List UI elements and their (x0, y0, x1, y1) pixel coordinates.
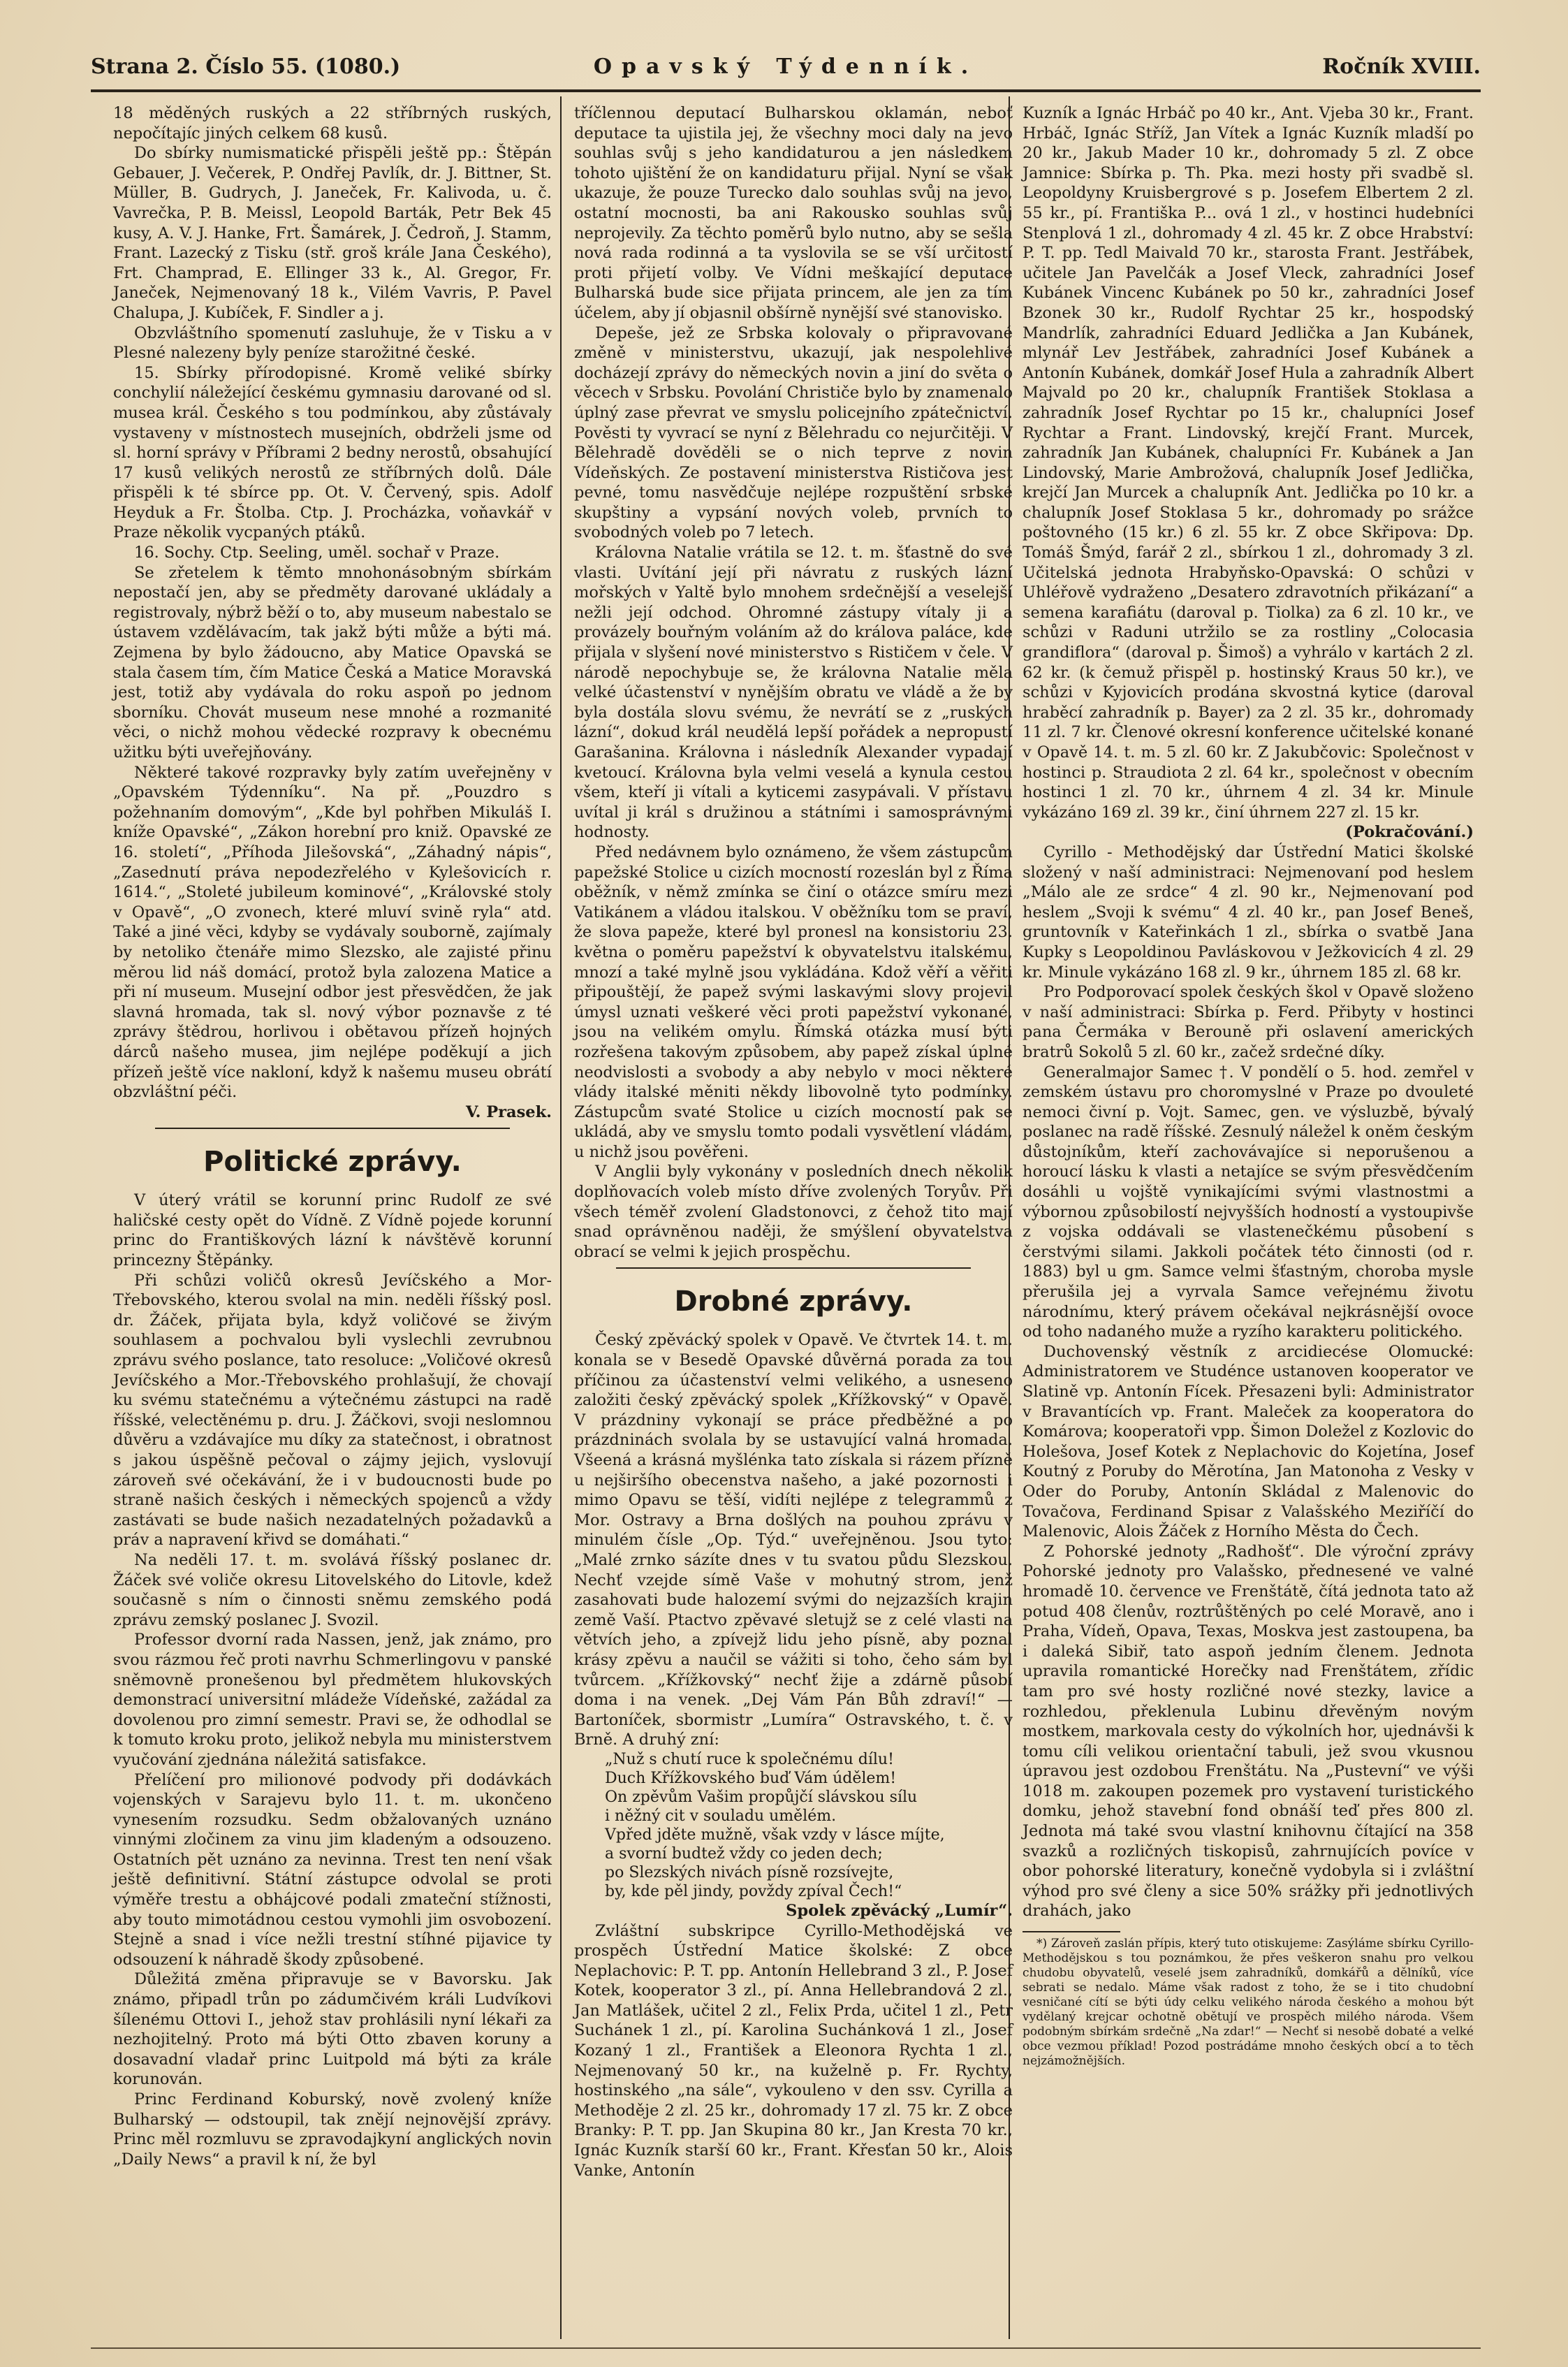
article-paragraph: V úterý vrátil se korunní princ Rudolf ze své haličské cesty opět do Vídně. Z Vídně pojede korunní princ do Františkových lázní k návštěvě korunní princezny Štěpánky. (113, 1191, 552, 1270)
article-paragraph: Se zřetelem k těmto mnohonásobným sbírkám nepostačí jen, aby se předměty darované ukládaly a registrovaly, nýbrž běží o to, aby museum nabestalo se ústavem vzdělávacím, tak jakž býti může a býti má. Zejmena by bylo žádoucno, aby Matice Opavská se stala časem tím, čím Matice Česká a Matice Moravská jest, totiž aby vydávala do roku aspoň po jednom sborníku. Chovát museum nese mnohé a rozmanité věci, o nichž mohou vědecké rozpravy k obecnému užitku býti uveřejňovány. (113, 563, 552, 762)
article-paragraph: 16. Sochy. Ctp. Seeling, uměl. sochař v Praze. (134, 544, 500, 562)
article-paragraph: Cyrillo - Methodějský dar Ústřední Matici školské složený v naší administraci: Nejmenovaní pod heslem „Málo ale ze srdce“ 4 zl. 90 kr., Nejmenovaní pod heslem „Svoji k svému“ 4 zl. 40 kr., pan Josef Beneš, gruntovník v Kateřinkách 1 zl., sbírka o svatbě Jana Kupky s Leopoldinou Pavláskovou v Ježkovicích 4 zl. 29 kr. Minule vykázáno 168 zl. 9 kr., úhrnem 185 zl. 68 kr. (1023, 843, 1474, 982)
article-paragraph: Důležitá změna připravuje se v Bavorsku. Jak známo, připadl trůn po zádumčivém králi Ludvíkovi šílenému Ottovi I., jehož stav prohlásili nyní lékaři za nezhojitelný. Proto má býti Otto zbaven koruny a dosavadní vladař princ Luitpold má býti za krále korunován. (113, 1970, 552, 2089)
article-paragraph: Kuzník a Ignác Hrbáč po 40 kr., Ant. Vjeba 30 kr., Frant. Hrbáč, Ignác Stříž, Jan Vítek a Ignác Kuzník mladší po 20 kr., Jakub Mader 10 kr., dohromady 5 zl. Z obce Jamnice: Sbírka p. Th. Pka. mezi hosty při svadbě sl. Leopoldyny Kruisbergrové s p. Josefem Elbertem 2 zl. 55 kr., pí. Františka P... ová 1 zl., v hostinci hudebníci Stenplová 1 zl., dohromady 4 zl. 45 kr. Z obce Hrabství: P. T. pp. Tedl Maivald 70 kr., starosta Frant. Jestřábek, učitele Jan Pavelčák a Josef Vleck, zahradníci Josef Kubánek Vincenc Kubánek po 50 kr., zahradníci Josef Bzonek 30 kr., Rudolf Rychtar 25 kr., hospodský Mandrlík, zahradníci Eduard Jedlička a Jan Kubánek, mlynář Lev Jestřábek, zahradníci Josef Kubánek a Antonín Kubánek, domkář Josef Hula a zahradník Albert Majvald po 20 kr., chalupník František Stoklasa a zahradník Josef Rychtar po 15 kr., chalupníci Josef Rychtar a Frant. Lindovský, krejčí Frant. Murcek, zahradník Jan Kubánek, chalupníci Fr. Kubánek a Jan Lindovský, Marie Ambrožová, chalupník Josef Jedlička, krejčí Jan Murcek a chalupník Ant. Jedlička po 10 kr. a chalupník Josef Stoklasa 5 kr., dohromady po srážce poštovného (15 kr.) 6 zl. 55 kr. Z obce Skřipova: Dp. Tomáš Šmýd, farář 2 zl., sbírkou 1 zl., dohromady 3 zl. Učitelská jednota Hrabyňsko-Opavská: O schůzi v Uhléřově vydraženo „Desatero zdravotních přikázaní“ a semena karafiátu (daroval p. Tiolka) za 6 zl. 10 kr., ve schůzi v Raduni utržilo se za rostliny „Colocasia grandiflora“ (daroval p. Šimoš) a vyhrálo v kartách 2 zl. 62 kr. (k čemuž přispěl p. hostinský Kraus 50 kr.), ve schůzi v Kyjovicích prodána skvostná kytice (daroval hraběcí zahradník p. Bayer) za 2 zl. 35 kr., dohromady 11 zl. 7 kr. Členové okresní konference učitelské konané v Opavě 14. t. m. 5 zl. 60 kr. Z Jakubčovic: Společnost v hostinci p. Straudiota 2 zl. 64 kr., společnost v obecním hostinci 1 zl. 70 kr., úhrnem 4 zl. 34 kr. Minule vykázáno 169 zl. 39 kr., činí úhrnem 227 zl. 15 kr. (1023, 104, 1474, 822)
poem-signature: Spolek zpěvácký „Lumír“. (786, 1901, 1013, 1920)
article-paragraph: Professor dvorní rada Nassen, jenž, jak známo, pro svou rázmou řeč proti navrhu Schmerlingovu v panské sněmovně pronešenou byl předmětem hlukovských demonstrací universitní mládeže Vídeňské, zažádal za dovolenou pro zimní semestr. Pravi se, že odhodlal se k tomuto kroku proto, jelikož nebyla mu ministerstvem vyučování zjednána náležitá satisfakce. (113, 1631, 552, 1769)
article-paragraph: V Anglii byly vykonány v posledních dnech několik doplňovacích voleb místo dříve zvolených Toryův. Při všech téměř zvolení Gladstonovci, z čehož tito mají snad oprávněnou naději, že smýšlení obyvatelstva obrací se velmi k jejich prospěchu. (574, 1163, 1013, 1261)
column-2 (574, 103, 1013, 2180)
article-paragraph: Při schůzi voličů okresů Jevíčského a Mor-Třebovského, kterou svolal na min. neděli říšský posl. dr. Žáček, přijata byla, když voličové se živým souhlasem a pochvalou byli vyslechli zevrubnou zprávu svého poslance, tato resoluce: „Voličové okresů Jevíčského a Mor.-Třebovského prohlašují, že chovají ku svému statečnému a výtečnému zástupci na radě říšské, velectěnému p. dru. J. Žáčkovi, svoji neslomnou důvěru a vzdávajíce mu díky za statečnost, i obratnost s jakou úspěšně pečoval o zájmy jejich, vyslovují zároveň své očekávání, že i v budoucnosti bude po straně našich českých i německých spojenců a vždy zastávati se bude našich nezadatelných požadavků a práv a napravení křivd se domáhati.“ (113, 1271, 552, 1550)
article-paragraph: Český zpěvácký spolek v Opavě. Ve čtvrtek 14. t. m. konala se v Besedě Opavské důvěrná porada za tou příčinou za účastenství velmi velikého, a usneseno založiti český zpěvácký spolek „Křížkovský“ v Opavě. V prázdniny vykonají se práce předběžné a po prázdninách svolala by se ustavující valná hromada. Všeená a krásná myšlénka tato získala si rázem přízně u nejširšího obecenstva našeho, a jaké pozornosti i mimo Opavu se těší, vidíti nejlépe z telegrammů z Mor. Ostravy a Brna došlých na pouhou zprávu v minulém čísle „Op. Týd.“ uveřejněnou. Jsou tyto: „Malé zrnko sázíte dnes v tu svatou půdu Slezskou. Nechť vzejde símě Vaše v mohutný strom, jenž zasahovati bude halozemí svými do nejzazších krajin země Vaší. Ptactvo zpěvavé sletujž se z celé vlasti na větvích jeho, a zpívejž lidu jeho písně, aby poznal krásy zpěvu a naučil se vážiti si toho, čeho sám byl tvůrcem. „Křížkovský“ nechť žije a zdárně působí doma i na venek. „Dej Vám Pán Bůh zdraví!“ — Bartoníček, sbormistr „Lumíra“ Ostravského, t. č. v Brně. A druhý zní: (574, 1331, 1013, 1749)
article-paragraph: Zvláštní subskripce Cyrillo-Methodějská ve prospěch Ústřední Matice školské: Z obce Neplachovic: P. T. pp. Antonín Hellebrand 3 zl., P. Josef Kotek, kooperator 3 zl., pí. Anna Hellebrandová 2 zl., Jan Matlášek, učitel 2 zl., Felix Prda, učitel 1 zl., Petr Suchánek 1 zl., pí. Karolina Suchánková 1 zl., Josef Kozaný 1 zl., František a Eleonora Rychta 1 zl., Nejmenovaný 50 kr., na kuželně p. Fr. Rychty, hostinského „na sále“, vykouleno v den ssv. Cyrilla a Methoděje 2 zl. 25 kr., dohromady 17 zl. 75 kr. Z obce Branky: P. T. pp. Jan Skupina 80 kr., Jan Kresta 70 kr., Ignác Kuzník starší 60 kr., Frant. Křesťan 50 kr., Alois Vanke, Antonín (574, 1921, 1013, 2180)
section-rule (155, 1128, 510, 1129)
poem-block (605, 1750, 1013, 1901)
article-paragraph: Přelíčení pro milionové podvody při dodávkách vojenských v Sarajevu bylo 11. t. m. ukončeno vynesením rozsudku. Sedm obžalovaných uznáno vinnými zločinem za vinu jim kladeným a odsouzeno. Ostatních pět uznáno za nevinna. Trest ten není však ještě definitivní. Státní zástupce odvolal se proti výměře trestu a obhájcové podali zmateční stížnosti, aby touto mimotádnou cestou vymohli jim osvobození. Stejně a snad i více nežli trestní stíhné pijavice ty odsouzení k náhradě škody způsobené. (113, 1770, 552, 1969)
section-heading-politics: Politické zprávy. (203, 1146, 462, 1179)
section-rule (616, 1267, 971, 1269)
poem-line: a svorní budtež vždy co jeden dech; (605, 1844, 883, 1863)
article-paragraph: Před nedávnem bylo oznámeno, že všem zástupcům papežské Stolice u cizích mocností rozeslán byl z Říma oběžník, v němž zmínka se činí o otázce smíru mezi Vatikánem a vládou italskou. V oběžníku tom se praví, že slova papeže, které byl pronesl na konsistoriu 23. května o poměru papežství k obyvatelstvu italskému, mnozí a také mylně jsou vykládána. Kdož věří a věřiti připouštějí, že papež svými laskavými slovy projevil úmysl uznati veškeré věci proti papežství vykonané, jsou na velikém omylu. Římská otázka musí býti rozřešena takovým způsobem, aby papež získal úplné neodvislosti a svobody a aby nebylo v moci některé vlády italské měniti někdy libovolně tyto podmínky. Zástupcům svaté Stolice u cizích mocností pak se ukládá, aby ve smyslu tomto podali vysvětlení vládám, u nichž jsou pověřeni. (574, 843, 1013, 1161)
poem-line: On zpěvům Vašim propůjčí slávskou sílu (605, 1788, 918, 1806)
article-paragraph: Na neděli 17. t. m. svolává říšský poslanec dr. Žáček své voliče okresu Litovelského do Litovle, kdež současně s ním o činnosti sněmu zemského podá zprávu zemský poslanec J. Svozil. (113, 1550, 552, 1629)
article-signature: V. Prasek. (466, 1102, 552, 1121)
column-3 (1023, 103, 1474, 2069)
continuation-note: (Pokračování.) (1345, 823, 1474, 842)
article-paragraph: 15. Sbírky přírodopisné. Kromě veliké sbírky conchylií náležející českému gymnasiu darované od sl. musea král. Českého s tou podmínkou, aby zůstávaly vystaveny v místnostech musejních, obdrželi jsme od sl. horní správy v Příbrami 2 bedny nerostů, obsahující 17 kusů velikých nerostů ze stříbrných dolů. Dále přispěli k té sbírce pp. Ot. V. Červený, spis. Adolf Heyduk a Fr. Štolba. Ctp. J. Procházka, voňavkář v Praze několik vycpaných ptáků. (113, 363, 552, 542)
poem-line: Vpřed jděte mužně, však vzdy v lásce míjte, (605, 1826, 945, 1844)
bottom-edge (91, 2347, 1481, 2349)
page-header (91, 45, 1481, 87)
article-paragraph: Pro Podporovací spolek českých škol v Opavě složeno v naší administraci: Sbírka p. Ferd. Přibyty v hostinci pana Čermáka v Berouně při oslavení amerických bratrů Sokolů 5 zl. 60 kr., začež srdečné díky. (1023, 983, 1474, 1061)
article-paragraph: tříčlennou deputací Bulharskou oklamán, neboť deputace ta ujistila jej, že všechny moci daly na jevo souhlas svůj s jeho kandidaturou a jen následkem tohoto ujištění že on kandidaturu přijal. Nyní se však ukazuje, že pouze Turecko dalo souhlas svůj na jevo, ostatní mocnosti, ba ani Rakousko souhlas svůj neprojevily. Za těchto poměrů bylo nutno, aby se sešla nová rada rodinná a ta vyslovila se se vší určitostí proti přijetí volby. Ve Vídni meškající deputace Bulharská bude sice přijata princem, ale jen za tím účelem, aby jí objasnil obšírně nynější své stanovisko. (574, 104, 1013, 322)
header-masthead: Opavský Týdenník. (593, 54, 979, 79)
article-paragraph: 18 měděných ruských a 22 stříbrných ruských, nepočítajíc jiných celkem 68 kusů. (113, 104, 552, 143)
footnote (1023, 1937, 1474, 2069)
article-paragraph: Do sbírky numismatické přispěli ještě pp.: Štěpán Gebauer, J. Večerek, P. Ondřej Pavlík, dr. J. Bittner, St. Müller, B. Gudrych, J. Janeček, Fr. Kalivoda, u. č. Vavrečka, P. B. Meissl, Leopold Barták, Petr Bek 45 kusy, A. V. J. Hanke, Frt. Šamárek, J. Čedroň, J. Stamm, Frant. Lazecký z Tisku (stř. groš krále Jana Českého), Frt. Champrad, E. Ellinger 33 k., Al. Gregor, Fr. Janeček, Nejmenovaný 18 k., Vilém Vavris, P. Pavel Chalupa, J. Kubíček, F. Sindler a j. (113, 144, 552, 322)
article-paragraph: Některé takové rozpravky byly zatím uveřejněny v „Opavském Týdenníku“. Na př. „Pouzdro s požehnaním domovým“, „Kde byl pohřben Mikuláš I. kníže Opavské“, „Zákon horební pro kniž. Opavské ze 16. století“, „Příhoda Jilešovská“, „Záhadný nápis“, „Zasednutí práva nepodezřelého v Kylešovicích r. 1614.“, „Stoleté jubileum kominové“, „Královské stoly v Opavě“, „O zvonech, které mluví svině ryla“ atd. Také a jiné věci, kdyby se vydávaly souborně, zajímaly by netoliko čtenáře mimo Slezsko, ale zajisté přinu měrou lid náš domácí, protož byla zalozena Matice a při ní museum. Musejní odbor jest přesvědčen, že jak slavná hromada, tak sl. nový výbor poznavše z té zprávy štědrou, horlivou i obětavou přízeň hojných dárců našeho musea, jim nejlépe poděkují a jich přízeň ještě více nakloní, když k našemu museu obrátí obzvláštní péči. (113, 763, 552, 1102)
footnote-text: *) Zároveň zaslán přípis, který tuto otiskujeme: Zasýláme sbírku Cyrillo-Methodějskou s tou poznámkou, že přes veškeron snahu pro velkou chudobu obyvatelů, veselé jsem zahradníků, domkářů a dělníků, více sebrati se nedalo. Máme však radost z toho, že se i tito chudobní vesničané cítí se býti údy celku velikého národa českého a mohou být vydělaný krejcar ochotně obětují ve prospěch milého národa. Všem podobným sbírkám srdečně „Na zdar!“ — Nechť si nesobě dobaté a velké obce vezmou příklad! Pozod postrádáme mnoho českých obcí a to těch nejzámožnějších. (1023, 1937, 1474, 2069)
header-rule (91, 89, 1481, 92)
article-paragraph: Duchovenský věstník z arcidiecése Olomucké: Administratorem ve Studénce ustanoven kooperator ve Slatině vp. Antonín Fícek. Přesazeni byli: Administrator v Bravantících vp. Frant. Maleček za kooperatora do Komárova; kooperatoři vpp. Šimon Doležel z Kozlovic do Holešova, Josef Kotek z Neplachovic do Kojetína, Josef Koutný z Poruby do Měrotína, Jan Matonoha z Vesky v Oder do Poruby, Antonín Skládal z Malenovic do Tovačova, Ferdinand Spisar z Valašského Meziříčí do Malenovic, Alois Žáček z Horního Města do Čech. (1023, 1342, 1474, 1541)
poem-line: po Slezských nivách písně rozsívejte, (605, 1863, 894, 1881)
poem-line: Duch Křížkovského buď Vám údělem! (605, 1769, 897, 1787)
article-paragraph: Generalmajor Samec †. V pondělí o 5. hod. zemřel v zemském ústavu pro choromyslné v Praze po dvouleté nemoci čivní p. Vojt. Samec, gen. ve výsluzbě, bývalý poslanec na radě říšské. Zesnulý náležel k oněm českým důstojníkům, kteří zachovávajíce si neporušenou a horoucí lásku k vlasti a netajíce se svým přesvědčením dosáhli u vojště vynikajícími svými vlastnostmi a výbornou způsobilostí nejvyšších hodností a vystoupivše z vojska oddávali se vlastenečkému působení s čerstvými silami. Jakkoli počátek této činnosti (od r. 1883) byl u gm. Samce velmi šťastným, choroba mysle přerušila jej a vyrvala Samce veřejnému životu národnímu, který právem očekával nejkrásnější ovoce od toho nadaného muže a ryzího karakteru politického. (1023, 1063, 1474, 1341)
poem-line: i něžný cit v souladu umělém. (605, 1807, 837, 1825)
article-paragraph: Princ Ferdinand Koburský, nově zvolený kníže Bulharský — odstoupil, tak znějí nejnovější zprávy. Princ měl rozmluvu se zpravodajkyní anglických novin „Daily News“ a pravil k ní, že byl (113, 2090, 552, 2169)
header-volume: Ročník XVIII. (1322, 54, 1481, 79)
poem-line: „Nuž s chutí ruce k společnému dílu! (605, 1750, 894, 1768)
column-divider-1 (560, 96, 562, 2339)
article-paragraph: Obzvláštního spomenutí zasluhuje, že v Tisku a v Plesné nalezeny byly peníze starožitné české. (113, 323, 552, 363)
article-paragraph: Depeše, jež ze Srbska kolovaly o připravované změně v ministerstvu, ukazují, jak nespolehlivé docházejí zprávy do německých novin a jiní do světa o věcech v Srbsku. Povolání Christiče bylo by znamenalo úplný zase převrat ve smyslu policejního zpátečnictví. Pověsti ty vyvrací se nyní z Bělehradu co nejurčitěji. V Bělehradě dověděli se o nich teprve z novin Vídeňských. Ze postavení ministerstva Rističova jest pevné, tomu nasvědčuje nejlépe rozpuštění srbské skupštiny a vypsání nových voleb, prvních to svobodných voleb po 7 letech. (574, 323, 1013, 542)
article-paragraph: Z Pohorské jednoty „Radhošť“. Dle výroční zprávy Pohorské jednoty pro Valašsko, přednesené ve valné hromadě 10. července ve Frenštátě, čítá jednota tato až potud 408 členův, roztrůštěných po celé Moravě, ano i Praha, Vídeň, Opava, Texas, Moskva jest zastoupena, ba i daleká Sibiř, tato aspoň jedním členem. Jednota upravila romantické Horečky nad Frenštátem, zřídic tam pro své hosty rozličné nové stezky, lavice a rozhledou, překlenula Lubinu dřevěným novým mostkem, markovala cesty do výkolních hor, ujednávši k tomu cíli velikou orientační tabuli, jež svou vkusnou úpravou jest ozdobou Frenštátu. Na „Pustevní“ ve výši 1018 m. zakoupen pozemek pro vystavení turistického domku, jehož stavební fond obnáší teď přes 800 zl. Jednota má také svou vlastní knihovnu čítající na 358 svazků a rozličných tiskopisů, zahrnujících povíce v obor pohorské literatury, konečně vydobyla si i zvláštní výhod pro své členy a sice 50% srážky při jednotlivých drahách, jako (1023, 1542, 1474, 1921)
column-1 (113, 103, 552, 2169)
poem-line: by, kde pěl jindy, povždy zpíval Čech!“ (605, 1882, 902, 1900)
footnote-rule (1023, 1931, 1120, 1932)
section-heading-news: Drobné zprávy. (674, 1286, 913, 1318)
header-page-number: Strana 2. Číslo 55. (1080.) (91, 54, 401, 79)
article-paragraph: Královna Natalie vrátila se 12. t. m. šťastně do své vlasti. Uvítání její při návratu z ruských lázní mořských v Yaltě bylo mnohem srdečnější a veselejší nežli její odchod. Ohromné zástupy vítaly ji a provázely bouřným voláním až do králova paláce, kde přijala v slyšení nové ministerstvo s Rističem v čele. V národě nepochybuje se, že královna Natalie měla velké účastenství v nynějším obratu ve vládě a že by byla dostála slovu svému, že nevrátí se z „ruských lázní“, dokud král neudělá lepší pořádek a nepropustí Garašanina. Královna i následník Alexander vypadají kvetoucí. Královna byla velmi veselá a kynula cestou všem, kteří ji vítali a kyticemi zasypávali. V přístavu uvítal ji král s družinou a státními i samosprávnými hodnosty. (574, 544, 1013, 842)
